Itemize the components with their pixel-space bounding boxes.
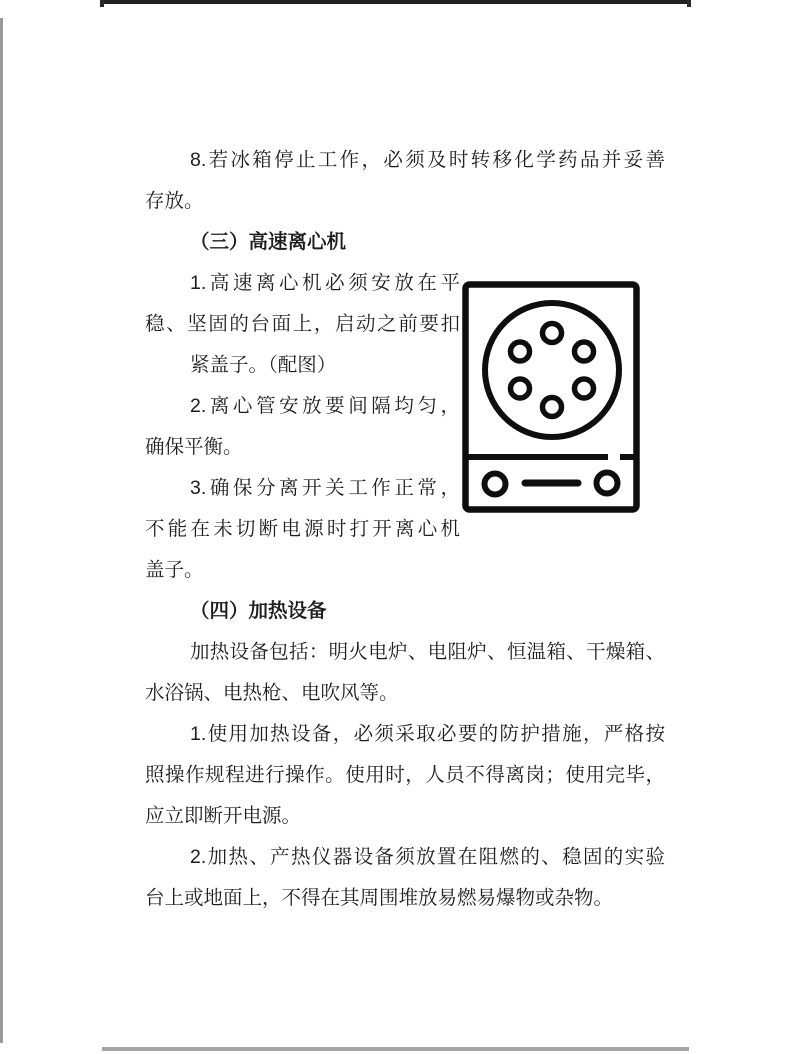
top-border-cap-left: [100, 0, 104, 7]
text-line: 加热设备包括：明火电炉、电阻炉、恒温箱、干燥箱、: [190, 641, 665, 663]
top-border-rule: [102, 0, 689, 4]
text-line: 照操作规程进行操作。使用时，人员不得离岗；使用完毕，: [145, 764, 665, 786]
text-line: 水浴锅、电热枪、电吹风等。: [145, 682, 399, 704]
bottom-border-rule: [102, 1047, 689, 1051]
text-line: 3.确保分离开关工作正常，: [190, 477, 460, 499]
text-line: 稳、坚固的台面上，启动之前要扣: [145, 313, 460, 335]
text-line: 确保平衡。: [145, 436, 243, 458]
left-border-rule: [0, 18, 3, 1043]
document-body: [145, 140, 665, 919]
text-line: 2.离心管安放要间隔均匀，: [190, 395, 460, 417]
section-heading: （三）高速离心机: [190, 231, 347, 253]
text-line: 1.使用加热设备，必须采取必要的防护措施，严格按: [190, 723, 665, 745]
text-line: 存放。: [145, 190, 204, 212]
text-line: 台上或地面上，不得在其周围堆放易燃易爆物或杂物。: [145, 887, 614, 909]
text-line: 应立即断开电源。: [145, 805, 302, 827]
text-line: 不能在未切断电源时打开离心机: [145, 518, 460, 540]
section-heading: （四）加热设备: [190, 600, 327, 622]
text-line: 紧盖子。（配图）: [190, 354, 337, 376]
centrifuge-icon: [462, 281, 640, 513]
text-line: 1.高速离心机必须安放在平: [190, 272, 460, 294]
text-line: 2.加热、产热仪器设备须放置在阻燃的、稳固的实验: [190, 846, 665, 868]
top-border-cap-right: [687, 0, 691, 7]
text-line: 盖子。: [145, 559, 204, 581]
centrifuge-figure: [462, 281, 640, 513]
text-line: 8.若冰箱停止工作，必须及时转移化学药品并妥善: [190, 149, 665, 171]
